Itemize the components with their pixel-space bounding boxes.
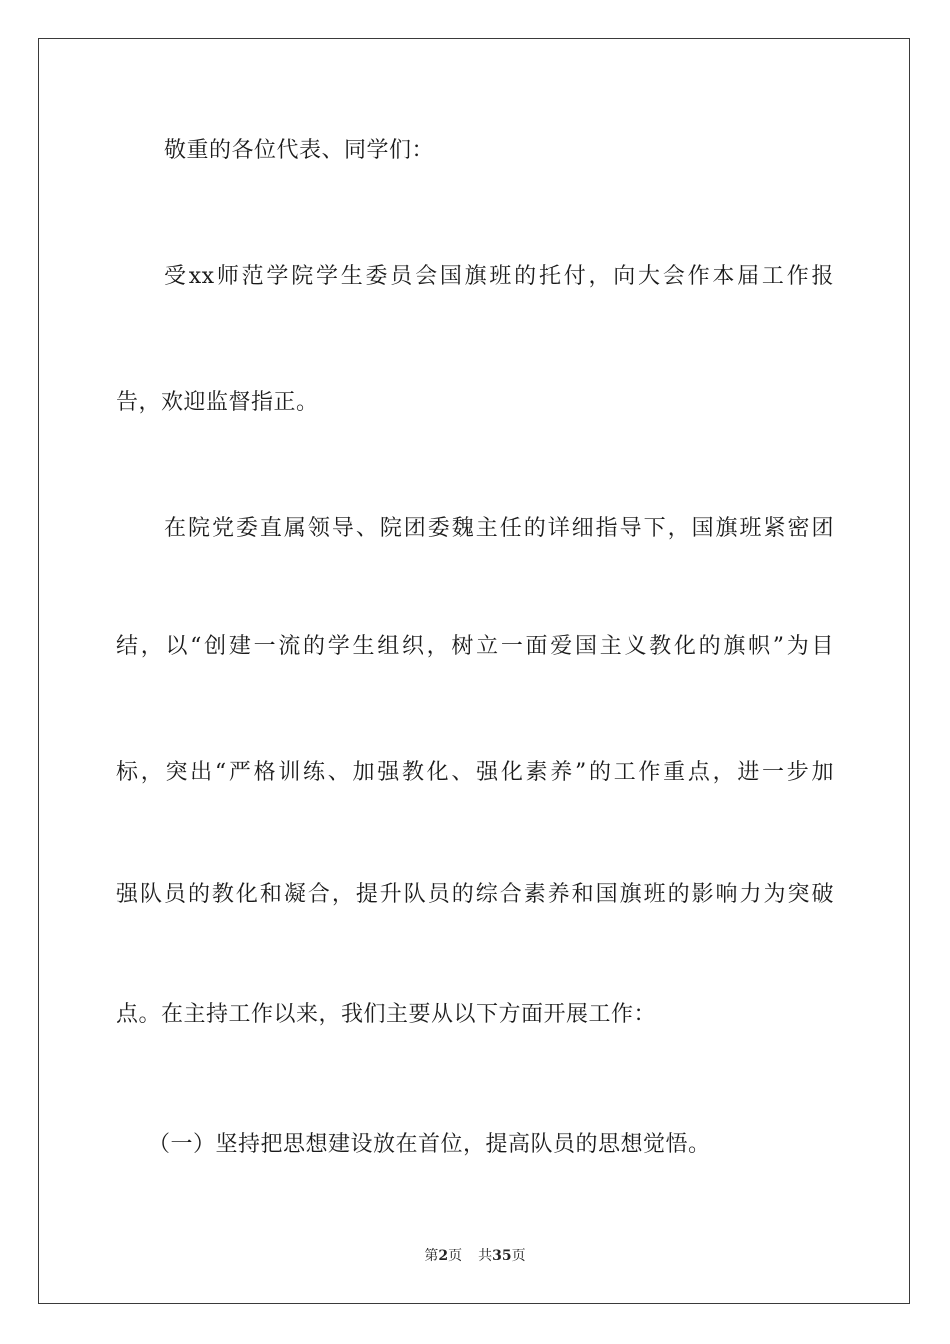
paragraph-1-line-1: 受xx师范学院学生委员会国旗班的托付，向大会作本届工作报	[164, 264, 834, 289]
footer-page-prefix: 第	[424, 1248, 439, 1264]
salutation-line: 敬重的各位代表、同学们：	[164, 138, 435, 163]
paragraph-2-line-3: 标，突出“严格训练、加强教化、强化素养”的工作重点，进一步加	[116, 760, 834, 785]
paragraph-2-line-4: 强队员的教化和凝合，提升队员的综合素养和国旗班的影响力为突破	[116, 882, 834, 907]
page-footer	[0, 1246, 950, 1266]
paragraph-1-line-2: 告，欢迎监督指正。	[116, 390, 319, 415]
footer-page-number: 2	[438, 1248, 449, 1264]
footer-total-pages: 35	[492, 1248, 512, 1264]
section-heading-1: （一）坚持把思想建设放在首位，提高队员的思想觉悟。	[148, 1132, 711, 1157]
paragraph-2-line-2: 结，以“创建一流的学生组织，树立一面爱国主义教化的旗帜”为目	[116, 634, 834, 659]
footer-total-prefix: 共	[478, 1248, 493, 1264]
paragraph-2-line-1: 在院党委直属领导、院团委魏主任的详细指导下，国旗班紧密团	[164, 516, 834, 541]
footer-page-suffix: 页	[448, 1248, 463, 1264]
paragraph-2-line-5: 点。在主持工作以来，我们主要从以下方面开展工作：	[116, 1002, 657, 1027]
footer-total-suffix: 页	[511, 1248, 526, 1264]
page-border	[38, 38, 910, 1304]
